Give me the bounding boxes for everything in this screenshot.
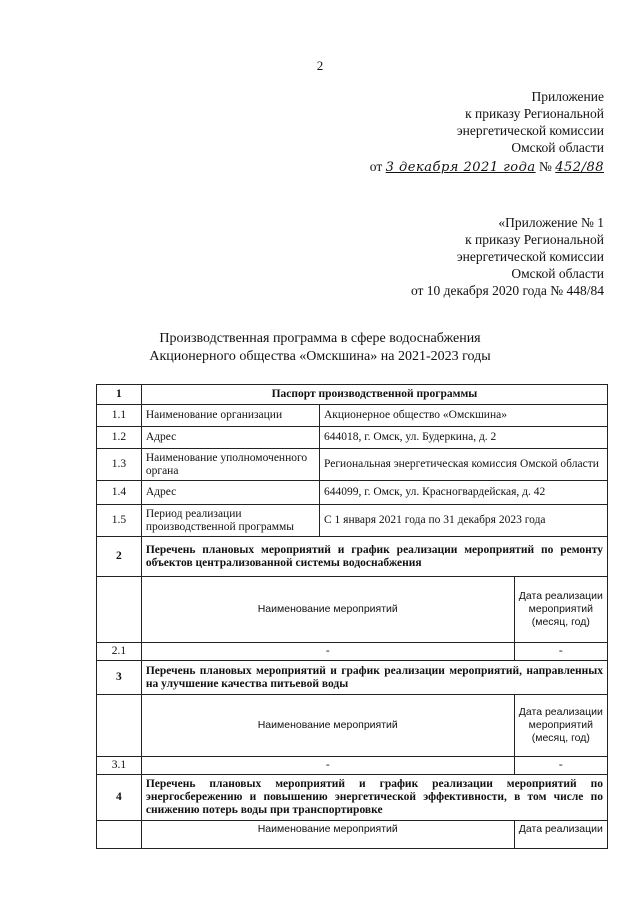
section-number: 4 <box>97 775 142 821</box>
section-title: Перечень плановых мероприятий и график реализации мероприятий по энергосбережению и повышению энергетической эффективности, в том числе по снижению потерь воды при транспортировке <box>141 775 607 821</box>
table-row <box>97 661 608 695</box>
table-row <box>97 537 608 577</box>
appendix-line: энергетической комиссии <box>456 249 604 264</box>
document-title <box>0 330 640 366</box>
appendix-original <box>411 214 604 299</box>
row-date: - <box>514 643 607 661</box>
column-header-date: Дата реализации мероприятий (месяц, год) <box>514 695 607 757</box>
number-prefix: № <box>538 159 552 174</box>
section-title: Перечень плановых мероприятий и график реализации мероприятий по ремонту объектов централизованной системы водоснабжения <box>141 537 607 577</box>
table-row <box>97 505 608 537</box>
row-name: - <box>141 757 514 775</box>
program-table <box>96 384 608 849</box>
row-label: Адрес <box>141 427 319 449</box>
row-number: 1.2 <box>97 427 142 449</box>
handwritten-date: 3 декабря 2021 года <box>385 160 536 175</box>
empty-cell <box>97 821 142 849</box>
row-name: - <box>141 643 514 661</box>
row-number: 1.3 <box>97 449 142 481</box>
column-header-name: Наименование мероприятий <box>141 695 514 757</box>
appendix-date-line <box>370 158 604 176</box>
appendix-line: Омской области <box>511 266 604 281</box>
section-number: 2 <box>97 537 142 577</box>
date-prefix: от <box>369 159 383 174</box>
title-line: Акционерного общества «Омскшина» на 2021-2023 годы <box>149 349 491 364</box>
appendix-line: к приказу Региональной <box>465 106 604 121</box>
table-row <box>97 775 608 821</box>
table-row <box>97 449 608 481</box>
table-row <box>97 481 608 505</box>
row-value: Региональная энергетическая комиссия Омской области <box>319 449 607 481</box>
appendix-line: Омской области <box>511 140 604 155</box>
table-row <box>97 427 608 449</box>
title-line: Производственная программа в сфере водоснабжения <box>159 331 481 346</box>
table-row <box>97 821 608 849</box>
page-number: 2 <box>316 58 324 73</box>
row-value: 644099, г. Омск, ул. Красногвардейская, д. 42 <box>319 481 607 505</box>
row-value: С 1 января 2021 года по 31 декабря 2023 года <box>319 505 607 537</box>
appendix-line: энергетической комиссии <box>456 123 604 138</box>
appendix-line: «Приложение № 1 <box>498 215 604 230</box>
row-number: 1.5 <box>97 505 142 537</box>
row-label: Наименование организации <box>141 405 319 427</box>
table-row <box>97 577 608 643</box>
appendix-line: Приложение <box>531 89 604 104</box>
table-row <box>97 695 608 757</box>
appendix-current <box>370 88 604 176</box>
row-number: 1.1 <box>97 405 142 427</box>
row-date: - <box>514 757 607 775</box>
table-row <box>97 757 608 775</box>
appendix-line: к приказу Региональной <box>465 232 604 247</box>
column-header-name: Наименование мероприятий <box>141 821 514 849</box>
section-title: Перечень плановых мероприятий и график реализации мероприятий, направленных на улучшение качества питьевой воды <box>141 661 607 695</box>
column-header-date: Дата реализации мероприятий (месяц, год) <box>514 577 607 643</box>
row-number: 3.1 <box>97 757 142 775</box>
row-label: Период реализации производственной программы <box>141 505 319 537</box>
empty-cell <box>97 577 142 643</box>
table-row <box>97 405 608 427</box>
empty-cell <box>97 695 142 757</box>
column-header-name: Наименование мероприятий <box>141 577 514 643</box>
handwritten-number: 452/88 <box>555 160 604 175</box>
appendix-line: от 10 декабря 2020 года № 448/84 <box>410 283 604 298</box>
section-number: 3 <box>97 661 142 695</box>
row-number: 1.4 <box>97 481 142 505</box>
row-number: 2.1 <box>97 643 142 661</box>
column-header-date: Дата реализации <box>514 821 607 849</box>
row-label: Адрес <box>141 481 319 505</box>
table-row <box>97 385 608 405</box>
section-number: 1 <box>97 385 142 405</box>
row-value: Акционерное общество «Омскшина» <box>319 405 607 427</box>
row-value: 644018, г. Омск, ул. Будеркина, д. 2 <box>319 427 607 449</box>
table-row <box>97 643 608 661</box>
section-title: Паспорт производственной программы <box>141 385 607 405</box>
row-label: Наименование уполномоченного органа <box>141 449 319 481</box>
